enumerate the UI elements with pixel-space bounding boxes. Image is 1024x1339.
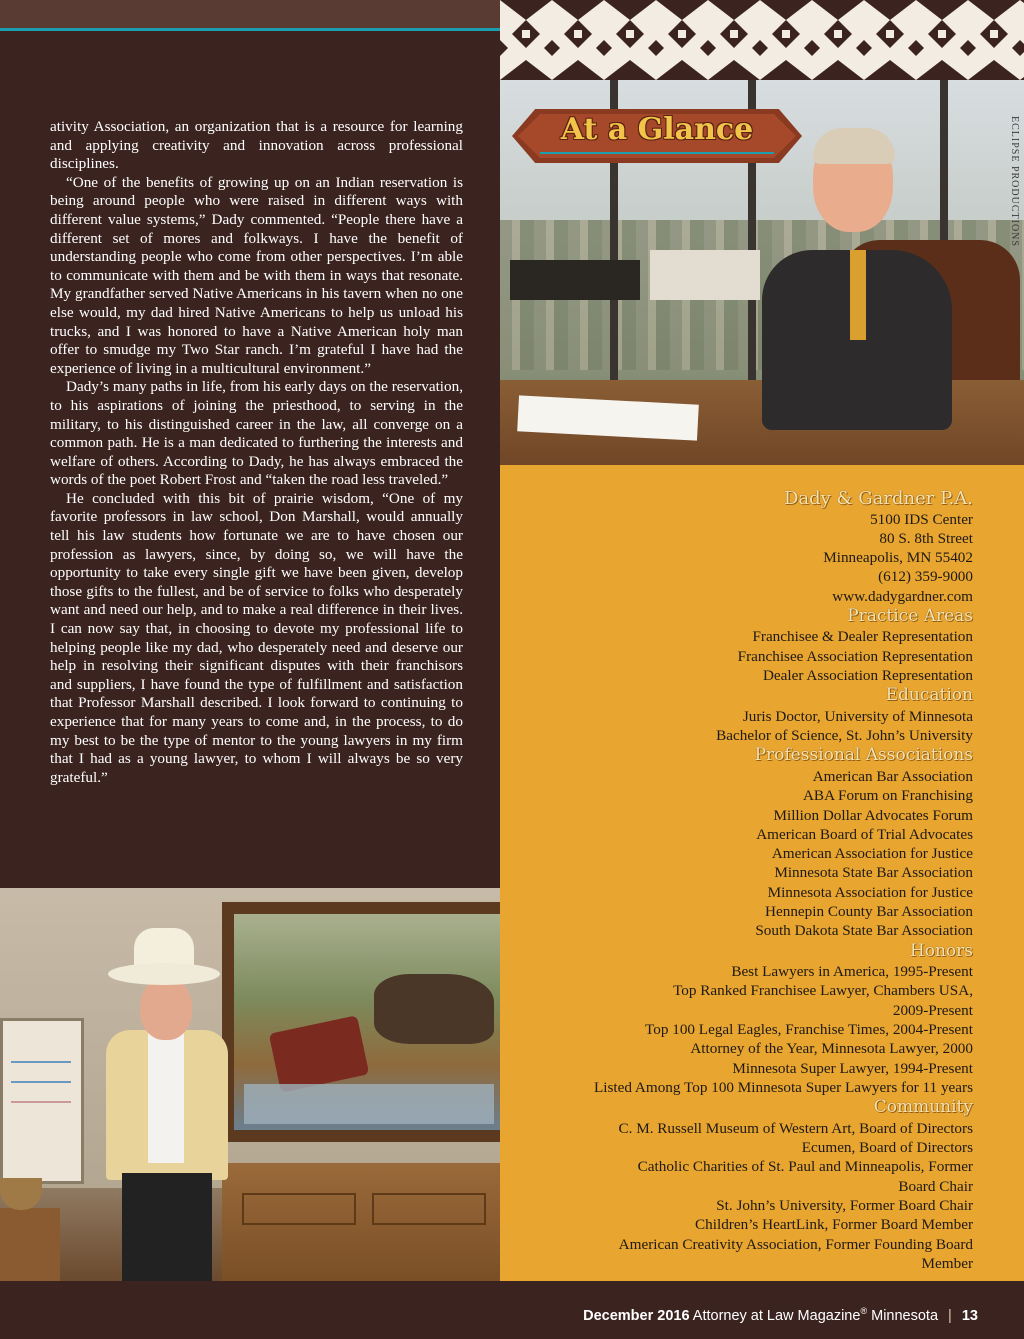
section-heading-professional-associations: Professional Associations (754, 745, 973, 766)
practice-area-item: Franchisee Association Representation (737, 647, 973, 665)
association-item: American Bar Association (812, 767, 973, 785)
side-table (0, 1208, 60, 1281)
association-item: Minnesota Association for Justice (767, 883, 973, 901)
page-number: 13 (961, 1307, 978, 1324)
firm-address-line: Minneapolis, MN 55402 (823, 549, 973, 567)
article-paragraph: “One of the benefits of growing up on an Indian reservation is being around people who were raised in different ways with different value systems,” Dady commented. “People there have a different set of mores and folkways. I have the benefit of understanding people who come from other perspectives. I’m able to communicate with them and be with them in ways that resonate. My grandfather served Native Americans in his tavern when no one else would, my dad hired Native Americans to help us unload his trucks, and I was honored to have a Native American holy man offer to smudge my Two Star ranch. I’m grateful I have had the experience of living in a multicultural environment.” (50, 173, 463, 377)
article-paragraph: Dady’s many paths in life, from his early days on the reservation, to his aspirations of joining the priesthood, to serving in the military, to his distinguished career in the law, all converge on a common path. He is a man dedicated to furthering the interests and welfare of others. According to Dady, he has always embraced the words of the poet Robert Frost and “taken the road less traveled.” (50, 378, 463, 489)
at-a-glance-title: At a Glance (560, 112, 754, 147)
community-item: American Creativity Association, Former Founding Board (618, 1235, 973, 1253)
association-item: ABA Forum on Franchising (802, 787, 973, 805)
hair (813, 128, 895, 164)
firm-name: Dady & Gardner P.A. (783, 488, 973, 509)
association-item: Minnesota State Bar Association (774, 864, 973, 882)
education-item: Juris Doctor, University of Minnesota (742, 707, 973, 725)
honor-item: 2009-Present (892, 1001, 973, 1019)
firm-address-line: 80 S. 8th Street (879, 529, 973, 547)
painting-riders (374, 974, 494, 1044)
footer-separator: | (948, 1307, 952, 1324)
honor-item: Top Ranked Franchisee Lawyer, Chambers USA, (673, 982, 973, 1000)
at-a-glance-content (513, 488, 973, 1273)
association-item: Million Dollar Advocates Forum (773, 806, 973, 824)
file-stack (650, 250, 760, 300)
geometric-pattern-graphic (500, 0, 1024, 80)
community-item: St. John’s University, Former Board Chair (716, 1196, 973, 1214)
framed-western-painting (222, 902, 500, 1142)
honor-item: Attorney of the Year, Minnesota Lawyer, 2000 (690, 1040, 973, 1058)
registered-mark: ® (860, 1306, 868, 1316)
desk-tray (510, 260, 640, 300)
edition-name: Minnesota (871, 1307, 939, 1324)
firm-phone: (612) 359-9000 (878, 568, 973, 586)
community-item: Board Chair (898, 1177, 973, 1195)
section-heading-education: Education (885, 685, 973, 706)
decorative-pattern-band (500, 0, 1024, 80)
section-heading-honors: Honors (909, 940, 973, 961)
community-item: Catholic Charities of St. Paul and Minneapolis, Former (637, 1158, 973, 1176)
portrait-photo-office (0, 888, 500, 1281)
association-item: South Dakota State Bar Association (755, 922, 973, 940)
firm-address-line: 5100 IDS Center (870, 510, 973, 528)
article-paragraph: He concluded with this bit of prairie wisdom, “One of my favorite professors in law school, Don Marshall, would annually tell his law students how fortunate we are to have chosen our profession as lawyers, since, by doing so, we will have the opportunity to take every single gift we have been given, develop those gifts to the fullest, and be of service to folks who desperately want and need our help, and to make a real difference in their lives. I can now say that, in choosing to devote my professional life to helping people like my dad, who desperately need and deserve our help in resolving their significant disputes with their franchisors and suppliers, I have found the type of fulfillment and satisfaction that Professor Marshall described. I look forward to continuing to experience that for many years to come and, in the process, to do my best to be the type of mentor to the young lawyers in my firm that I had as a young lawyer, to whom I will always be so very grateful.” (50, 489, 463, 786)
honor-item: Top 100 Legal Eagles, Franchise Times, 2004-Present (645, 1021, 973, 1039)
hat-brim (108, 963, 220, 985)
painting-stagecoach (269, 1015, 370, 1092)
banner-underline (540, 152, 774, 154)
article-paragraph: ativity Association, an organization that is a resource for learning and applying creativity and innovation across professional disciplines. (50, 118, 463, 173)
association-item: American Board of Trial Advocates (756, 825, 973, 843)
pants (122, 1173, 212, 1281)
footer-line (583, 1306, 978, 1324)
honor-item: Minnesota Super Lawyer, 1994-Present (732, 1059, 973, 1077)
photo-credit: ECLIPSE PRODUCTIONS (1009, 116, 1020, 247)
article-body (50, 118, 463, 787)
face (140, 978, 192, 1040)
issue-date: December 2016 (583, 1307, 690, 1324)
community-item: Member (921, 1254, 973, 1272)
practice-area-item: Dealer Association Representation (762, 667, 973, 685)
shirt (148, 1033, 184, 1163)
education-item: Bachelor of Science, St. John’s University (716, 727, 973, 745)
teal-rule (0, 28, 500, 31)
painting-river (244, 1084, 494, 1124)
basket (0, 1178, 42, 1210)
honor-item: Listed Among Top 100 Minnesota Super Lawyers for 11 years (594, 1078, 973, 1096)
top-band (0, 0, 500, 28)
gold-tie (850, 250, 866, 340)
firm-website: www.dadygardner.com (832, 587, 973, 605)
association-item: American Association for Justice (771, 845, 973, 863)
practice-area-item: Franchisee & Dealer Representation (752, 628, 973, 646)
community-item: Ecumen, Board of Directors (801, 1139, 973, 1157)
community-item: C. M. Russell Museum of Western Art, Board of Directors (618, 1119, 973, 1137)
section-heading-community: Community (873, 1097, 973, 1118)
section-heading-practice-areas: Practice Areas (847, 605, 973, 626)
honor-item: Best Lawyers in America, 1995-Present (731, 963, 973, 981)
man-in-cowboy-hat (60, 908, 240, 1281)
community-item: Children’s HeartLink, Former Board Member (695, 1216, 973, 1234)
magazine-name: Attorney at Law Magazine (692, 1307, 861, 1324)
wood-cabinet (222, 1163, 500, 1281)
association-item: Hennepin County Bar Association (765, 903, 973, 921)
